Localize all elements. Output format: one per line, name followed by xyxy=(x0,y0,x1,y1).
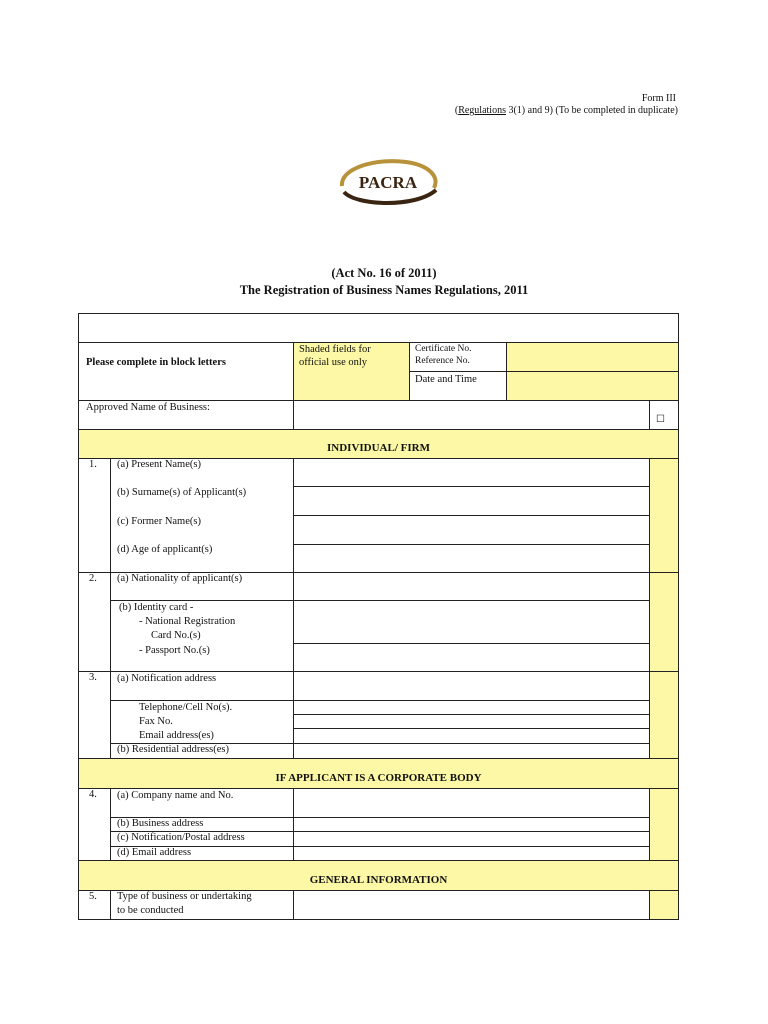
instructions-text: Please complete in block letters xyxy=(86,357,226,368)
email-field[interactable] xyxy=(293,728,650,744)
row-5-number: 5. xyxy=(89,891,97,902)
row-3-divider-b xyxy=(110,743,294,744)
row-5-number-cell xyxy=(78,890,111,920)
date-time-field[interactable] xyxy=(506,371,679,401)
regs-rest: 3(1) and 9) (To be completed in duplicate) xyxy=(505,105,678,116)
notification-address-label: (a) Notification address xyxy=(117,673,217,684)
registration-form xyxy=(78,313,679,920)
identity-card-label: (b) Identity card - xyxy=(119,602,194,613)
row-4-label-cell xyxy=(110,788,294,861)
passport-field[interactable] xyxy=(293,643,650,672)
row-3-official-cell xyxy=(649,671,679,759)
regs-underlined: Regulations xyxy=(458,105,506,116)
row-3-divider-a xyxy=(110,700,294,701)
certificate-no-label: Certificate No. xyxy=(415,344,472,354)
nrc-field[interactable] xyxy=(293,600,650,644)
row-4-divider-b xyxy=(110,831,294,832)
business-address-field[interactable] xyxy=(293,817,650,832)
row-3-number: 3. xyxy=(89,672,97,683)
surname-label: (b) Surname(s) of Applicant(s) xyxy=(117,487,247,498)
row-2-number-cell xyxy=(78,572,111,672)
identity-label-cell xyxy=(110,600,294,672)
business-type-field[interactable] xyxy=(293,890,650,920)
age-field[interactable] xyxy=(293,544,650,573)
blank-header-row xyxy=(78,313,679,343)
section-individual-firm xyxy=(78,429,679,459)
row-4-official-cell xyxy=(649,788,679,861)
business-type-label-line2: to be conducted xyxy=(117,905,184,916)
row-1-number: 1. xyxy=(89,459,97,470)
approved-name-field[interactable] xyxy=(293,400,650,430)
company-name-field[interactable] xyxy=(293,788,650,818)
row-4-number: 4. xyxy=(89,789,97,800)
business-address-label: (b) Business address xyxy=(117,818,204,829)
row-2-official-cell xyxy=(649,572,679,672)
telephone-field[interactable] xyxy=(293,700,650,715)
section-title-corporate: IF APPLICANT IS A CORPORATE BODY xyxy=(275,772,482,784)
present-name-field[interactable] xyxy=(293,458,650,487)
row-2-number: 2. xyxy=(89,573,97,584)
row-5-official-cell xyxy=(649,890,679,920)
postal-address-label: (c) Notification/Postal address xyxy=(117,832,245,843)
row-1-official-cell xyxy=(649,458,679,573)
nationality-field[interactable] xyxy=(293,572,650,601)
certificate-no-field[interactable] xyxy=(506,342,679,372)
age-label: (d) Age of applicant(s) xyxy=(117,544,213,555)
present-name-label: (a) Present Name(s) xyxy=(117,459,201,470)
surname-field[interactable] xyxy=(293,486,650,516)
telephone-label: Telephone/Cell No(s). xyxy=(139,702,233,713)
row-3-number-cell xyxy=(78,671,111,759)
company-name-label: (a) Company name and No. xyxy=(117,790,234,801)
approved-name-check-cell xyxy=(649,400,679,430)
approved-name-label-cell xyxy=(78,400,294,430)
former-name-field[interactable] xyxy=(293,515,650,545)
act-number: (Act No. 16 of 2011) xyxy=(331,266,437,280)
row-4-divider-c xyxy=(110,846,294,847)
nrc-label-line1: - National Registration xyxy=(139,616,236,627)
regs-open: ( xyxy=(454,105,459,116)
row-5-label-cell xyxy=(110,890,294,920)
passport-label: - Passport No.(s) xyxy=(139,645,210,656)
form-number: Form III xyxy=(641,93,676,104)
postal-address-field[interactable] xyxy=(293,831,650,847)
instructions-cell xyxy=(78,342,294,401)
company-email-label: (d) Email address xyxy=(117,847,192,858)
nrc-label-line2: Card No.(s) xyxy=(151,630,201,641)
residential-address-label: (b) Residential address(es) xyxy=(117,744,229,755)
date-time-label: Date and Time xyxy=(415,374,477,385)
former-name-label: (c) Former Name(s) xyxy=(117,516,201,527)
fax-label: Fax No. xyxy=(139,716,173,727)
pacra-logo xyxy=(336,156,440,208)
shaded-note-line2: official use only xyxy=(299,357,368,368)
nationality-label: (a) Nationality of applicant(s) xyxy=(117,573,243,584)
regulation-title: The Registration of Business Names Regulations, 2011 xyxy=(239,283,529,297)
fax-field[interactable] xyxy=(293,714,650,729)
notification-address-field[interactable] xyxy=(293,671,650,701)
logo-text: PACRA xyxy=(358,173,418,192)
reference-no-label: Reference No. xyxy=(415,356,470,366)
row-4-number-cell xyxy=(78,788,111,861)
regulations-note xyxy=(455,105,678,116)
section-corporate-body xyxy=(78,758,679,789)
row-4-divider-a xyxy=(110,817,294,818)
row-3-label-cell xyxy=(110,671,294,759)
row-1-number-cell xyxy=(78,458,111,573)
approved-name-label: Approved Name of Business: xyxy=(86,402,210,413)
nationality-label-cell xyxy=(110,572,294,601)
business-type-label-line1: Type of business or undertaking xyxy=(117,891,252,902)
email-label: Email address(es) xyxy=(139,730,214,741)
shaded-note-cell xyxy=(293,342,410,401)
company-email-field[interactable] xyxy=(293,846,650,861)
checkbox-icon[interactable]: ☐ xyxy=(656,414,665,425)
date-time-label-cell xyxy=(409,371,507,401)
section-general-information xyxy=(78,860,679,891)
row-1-label-cell xyxy=(110,458,294,573)
shaded-note-line1: Shaded fields for xyxy=(299,344,371,355)
section-title-individual: INDIVIDUAL/ FIRM xyxy=(327,442,430,454)
certificate-label-cell xyxy=(409,342,507,372)
residential-address-field[interactable] xyxy=(293,743,650,759)
section-title-general: GENERAL INFORMATION xyxy=(309,874,448,886)
